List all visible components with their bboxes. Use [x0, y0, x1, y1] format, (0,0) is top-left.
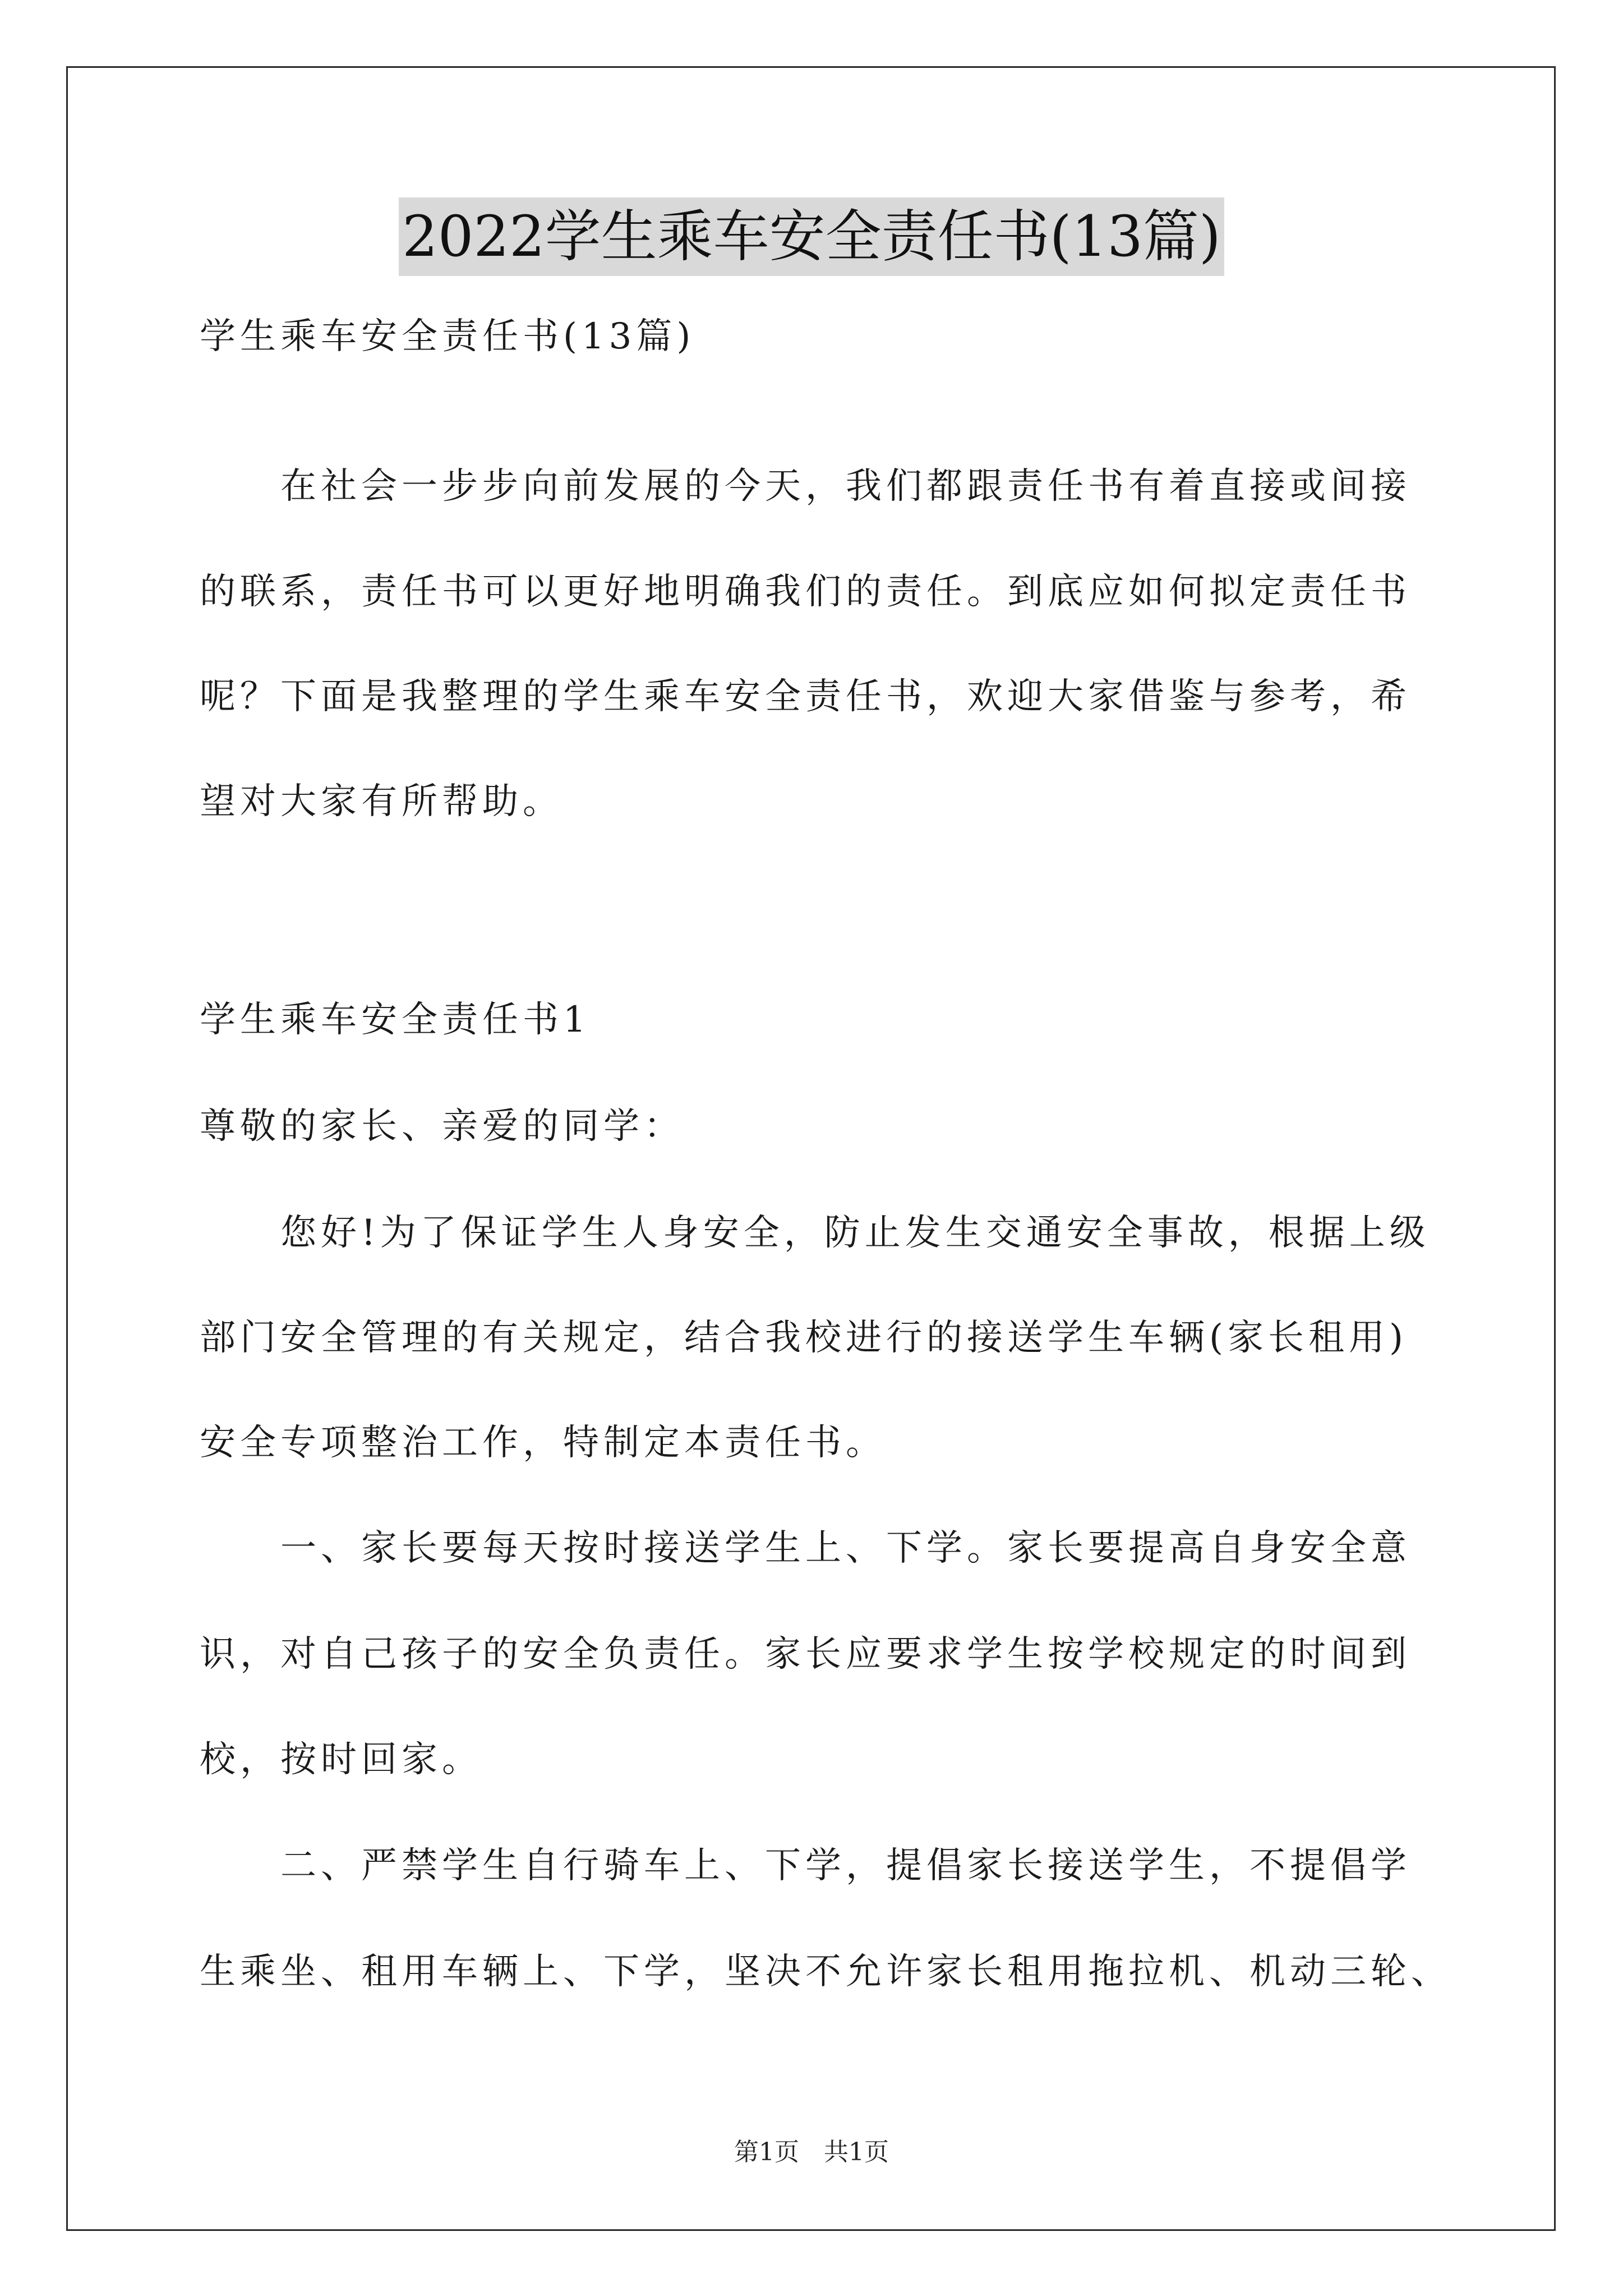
paragraph-line: 在社会一步步向前发展的今天，我们都跟责任书有着直接或间接	[200, 466, 1411, 507]
paragraph-line: 生乘坐、租用车辆上、下学，坚决不允许家长租用拖拉机、机动三轮、	[200, 1951, 1451, 1993]
paragraph-line: 部门安全管理的有关规定，结合我校进行的接送学生车辆(家长租用)	[200, 1317, 1408, 1359]
paragraph-line: 的联系，责任书可以更好地明确我们的责任。到底应如何拟定责任书	[200, 571, 1411, 613]
paragraph-line: 呢？下面是我整理的学生乘车安全责任书，欢迎大家借鉴与参考，希	[200, 676, 1411, 717]
salutation: 尊敬的家长、亲爱的同学：	[200, 1106, 684, 1147]
document-body	[200, 0, 1451, 2296]
subtitle: 学生乘车安全责任书(13篇)	[200, 316, 695, 357]
document-title: 2022学生乘车安全责任书(13篇)	[399, 197, 1224, 276]
section-heading: 学生乘车安全责任书1	[200, 999, 591, 1041]
paragraph-line: 识，对自己孩子的安全负责任。家长应要求学生按学校规定的时间到	[200, 1634, 1411, 1675]
page-footer: 第1页 共1页	[734, 2138, 889, 2166]
paragraph-line: 二、严禁学生自行骑车上、下学，提倡家长接送学生，不提倡学	[200, 1845, 1411, 1887]
paragraph-line: 您好!为了保证学生人身安全，防止发生交通安全事故，根据上级	[200, 1212, 1430, 1254]
paragraph-line: 安全专项整治工作，特制定本责任书。	[200, 1422, 886, 1464]
paragraph-line: 一、家长要每天按时接送学生上、下学。家长要提高自身安全意	[200, 1527, 1411, 1569]
paragraph-line: 校，按时回家。	[200, 1739, 482, 1780]
paragraph-line: 望对大家有所帮助。	[200, 781, 563, 822]
